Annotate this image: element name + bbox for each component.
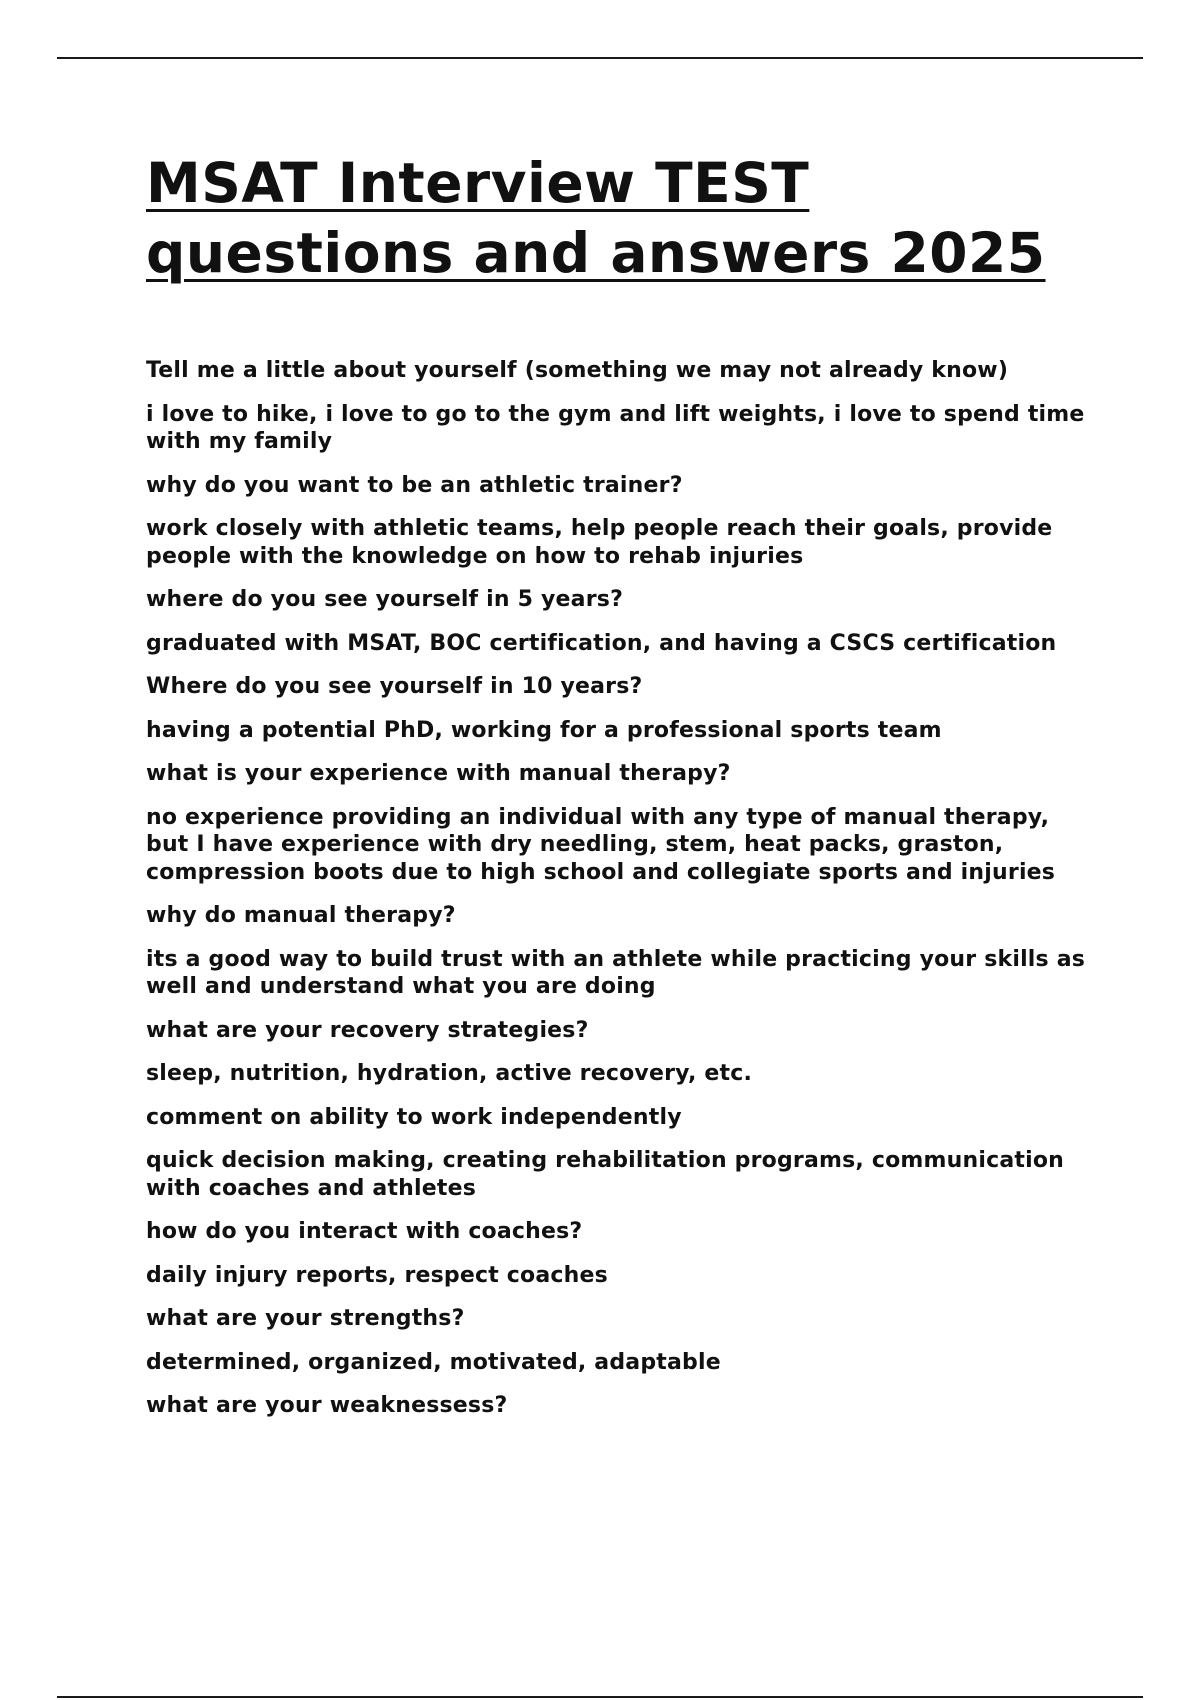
question-8: comment on ability to work independently — [146, 1104, 682, 1130]
answer-7: sleep, nutrition, hydration, active recovery, etc. — [146, 1061, 753, 1086]
answer-9: daily injury reports, respect coaches — [146, 1262, 608, 1288]
answer-1: i love to hike, i love to go to the gym and lift weights, i love to spend time with my family — [146, 401, 1085, 454]
question-6: why do manual therapy? — [146, 903, 456, 928]
question-4: Where do you see yourself in 10 years? — [146, 674, 643, 699]
top-divider — [57, 57, 1143, 59]
question-3: where do you see yourself in 5 years? — [146, 587, 624, 612]
answer-2: work closely with athletic teams, help people reach their goals, provide people with the knowledge on how to rehab injuries — [146, 516, 1053, 569]
question-9: how do you interact with coaches? — [146, 1219, 583, 1244]
document-body — [146, 148, 1096, 1436]
answer-6: its a good way to build trust with an athlete while practicing your skills as well and understand what you are doing — [146, 946, 1086, 999]
question-1: Tell me a little about yourself (something we may not already know) — [146, 358, 1009, 383]
document-title: MSAT Interview TEST questions and answers 2025 — [146, 151, 1046, 285]
question-5: what is your experience with manual therapy? — [146, 761, 731, 786]
question-10: what are your strengths? — [146, 1306, 465, 1331]
answer-4: having a potential PhD, working for a professional sports team — [146, 717, 942, 743]
question-11: what are your weaknessess? — [146, 1393, 508, 1418]
answer-10: determined, organized, motivated, adaptable — [146, 1349, 721, 1375]
answer-5: no experience providing an individual with any type of manual therapy, but I have experience with dry needling, stem, heat packs, graston, compression boots due to high school and collegiate sports and injuries — [146, 804, 1056, 885]
answer-8: quick decision making, creating rehabilitation programs, communication with coaches and athletes — [146, 1148, 1065, 1201]
qa-list — [146, 357, 1096, 1420]
answer-3: graduated with MSAT, BOC certification, and having a CSCS certification — [146, 630, 1057, 656]
bottom-divider — [57, 1696, 1143, 1698]
question-2: why do you want to be an athletic trainer? — [146, 472, 683, 498]
question-7: what are your recovery strategies? — [146, 1017, 589, 1043]
